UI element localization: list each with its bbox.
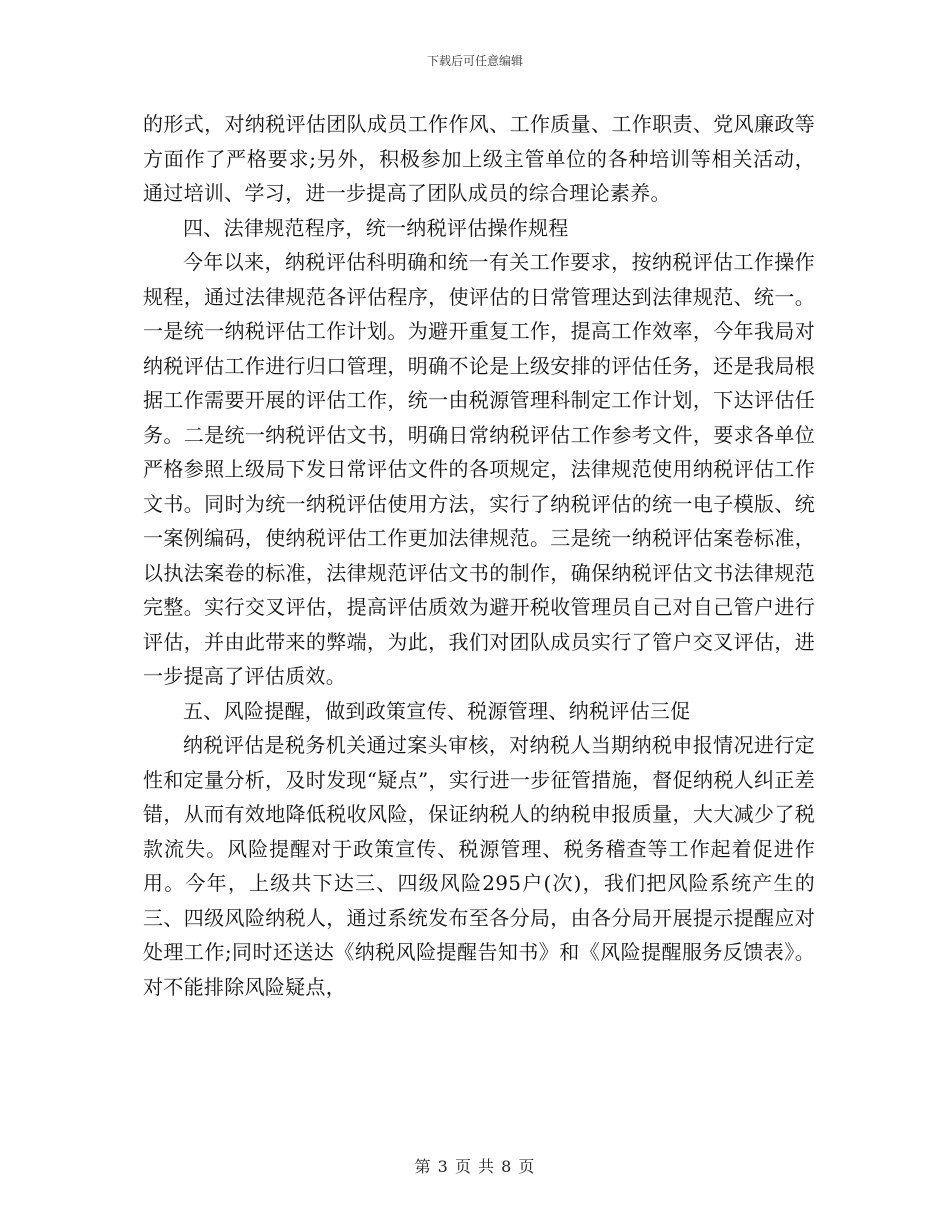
page-footer: 第 3 页 共 8 页 xyxy=(414,1157,536,1176)
section-heading-5: 五、风险提醒，做到政策宣传、税源管理、纳税评估三促 xyxy=(183,698,691,723)
paragraph-section-4: 今年以来，纳税评估科明确和统一有关工作要求，按纳税评估工作操作规程，通过法律规范各评估程序，使评估的日常管理达到法律规范、统一。一是统一纳税评估工作计划。为避开重复工作，提高工作效率，今年我局对纳税评估工作进行归口管理，明确不论是上级安排的评估任务，还是我局根据工作需要开展的评估工作，统一由税源管理科制定工作计划，下达评估任务。二是统一纳税评估文书，明确日常纳税评估工作参考文件，要求各单位严格参照上级局下发日常评估文件的各项规定，法律规范使用纳税评估工作文书。同时为统一纳税评估使用方法，实行了纳税评估的统一电子模版、统一案例编码，使纳税评估工作更加法律规范。三是统一纳税评估案卷标准，以执法案卷的标准，法律规范评估文书的制作，确保纳税评估文书法律规范完整。实行交叉评估，提高评估质效为避开税收管理员自己对自己管户进行评估，并由此带来的弊端，为此，我们对团队成员实行了管户交叉评估，进一步提高了评估质效。 xyxy=(143,250,815,688)
page-header: 下载后可任意编辑 xyxy=(426,54,523,68)
paragraph-section-5: 纳税评估是税务机关通过案头审核，对纳税人当期纳税申报情况进行定性和定量分析，及时发现“疑点”，实行进一步征管措施，督促纳税人纠正差错，从而有效地降低税收风险，保证纳税人的纳税申报质量，大大减少了税款流失。风险提醒对于政策宣传、税源管理、税务稽查等工作起着促进作用。今年，上级共下达三、四级风险295户(次)，我们把风险系统产生的三、四级风险纳税人，通过系统发布至各分局，由各分局开展提示提醒应对处理工作;同时还送达《纳税风险提醒告知书》和《风险提醒服务反馈表》。对不能排除风险疑点， xyxy=(143,733,815,999)
section-heading-4: 四、法律规范程序，统一纳税评估操作规程 xyxy=(183,215,569,240)
paragraph-continuation: 的形式，对纳税评估团队成员工作作风、工作质量、工作职责、党风廉政等方面作了严格要求;另外，积极参加上级主管单位的各种培训等相关活动，通过培训、学习，进一步提高了团队成员的综合理论素养。 xyxy=(143,112,815,205)
document-body xyxy=(143,107,815,1004)
